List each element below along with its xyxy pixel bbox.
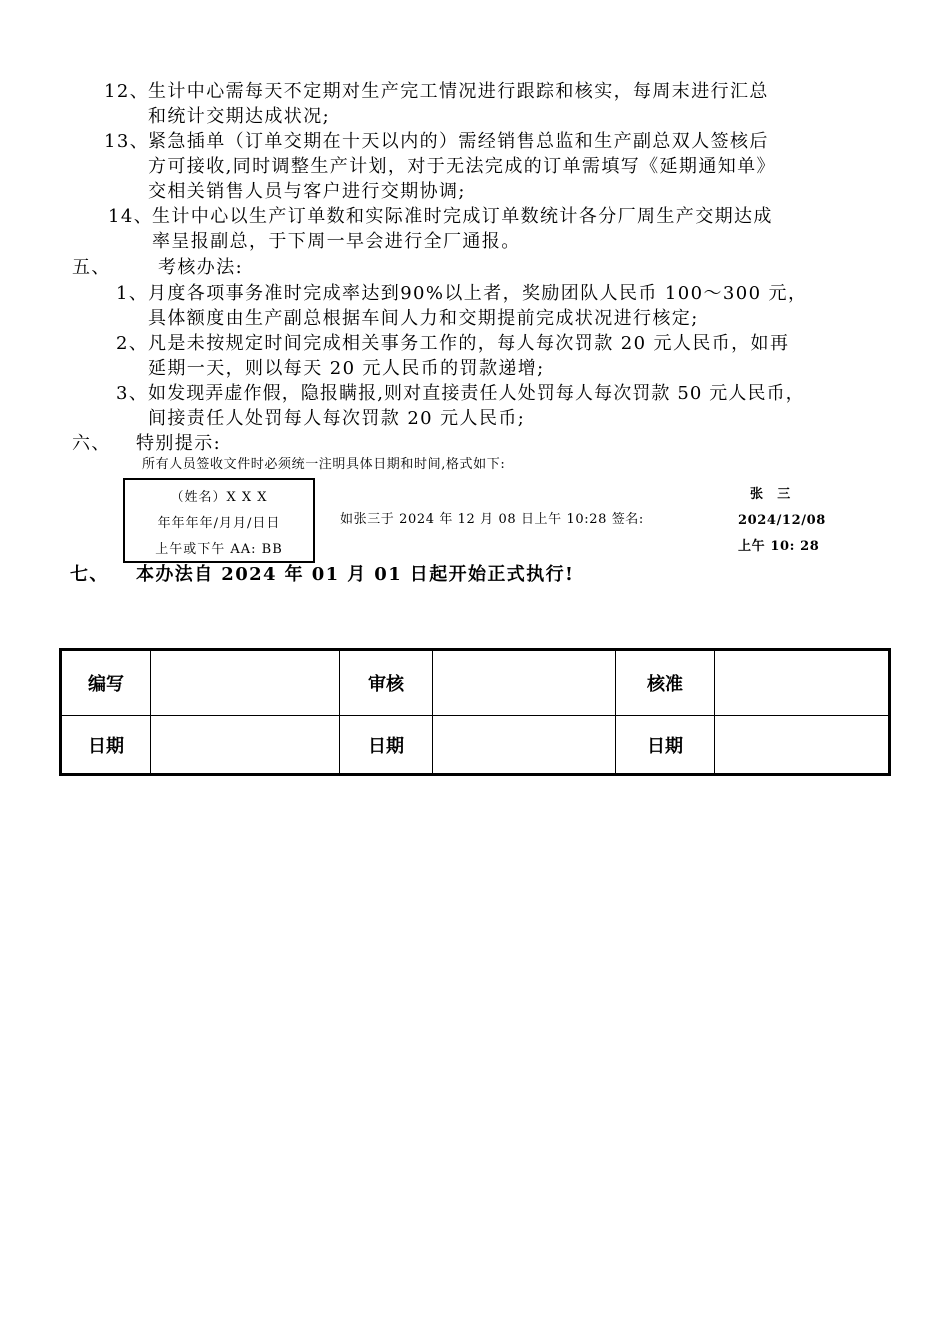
cell-reviewed-by-value[interactable] (433, 650, 616, 716)
signature-format-box (123, 478, 315, 563)
item-12-line-2: 和统计交期达成状况; (148, 106, 331, 127)
signature-example-text: 如张三于 2024 年 12 月 08 日上午 10:28 签名: (340, 512, 644, 527)
item-12-line-1: 生计中心需每天不定期对生产完工情况进行跟踪和核实，每周末进行汇总 (148, 81, 769, 102)
section-5-title: 考核办法: (158, 257, 244, 278)
item-13-line-1: 紧急插单（订单交期在十天以内的）需经销售总监和生产副总双人签核后 (148, 131, 769, 152)
section-7-number: 七、 (70, 564, 109, 585)
format-date-line: 年年年年/月月/日日 (157, 516, 281, 531)
approval-signature-table (59, 648, 891, 776)
cell-approved-by-label: 核准 (616, 650, 715, 716)
item-14-line-2: 率呈报副总，于下周一早会进行全厂通报。 (152, 231, 521, 252)
item-13-number: 13、 (104, 131, 150, 152)
cell-prepared-by-label: 编写 (61, 650, 151, 716)
section-5-item-1-line-1: 月度各项事务准时完成率达到90%以上者，奖励团队人民币 100～300 元， (148, 283, 808, 304)
section-5-number: 五、 (72, 257, 111, 278)
cell-reviewed-date-value[interactable] (433, 716, 616, 775)
sample-name: 张 三 (750, 487, 791, 502)
section-5-item-1-line-2: 具体额度由生产副总根据车间人力和交期提前完成状况进行核定; (148, 308, 699, 329)
section-6-number: 六、 (72, 433, 111, 454)
section-5-item-3-number: 3、 (116, 383, 149, 404)
section-5-item-3-line-2: 间接责任人处罚每人每次罚款 20 元人民币; (148, 408, 526, 429)
cell-prepared-date-label: 日期 (61, 716, 151, 775)
item-14-line-1: 生计中心以生产订单数和实际准时完成订单数统计各分厂周生产交期达成 (152, 206, 773, 227)
sample-date: 2024/12/08 (738, 513, 826, 528)
section-5-item-2-line-2: 延期一天，则以每天 20 元人民币的罚款递增; (148, 358, 545, 379)
item-14-number: 14、 (108, 206, 154, 227)
section-5-item-3-line-1: 如发现弄虚作假，隐报瞒报,则对直接责任人处罚每人每次罚款 50 元人民币， (148, 383, 805, 404)
format-time-line: 上午或下午 AA: BB (155, 542, 283, 557)
cell-prepared-date-value[interactable] (151, 716, 340, 775)
section-6-title: 特别提示: (136, 433, 222, 454)
section-5-item-1-number: 1、 (116, 283, 149, 304)
cell-approved-date-value[interactable] (715, 716, 890, 775)
section-7-text: 本办法自 2024 年 01 月 01 日起开始正式执行! (136, 564, 575, 585)
cell-approved-date-label: 日期 (616, 716, 715, 775)
signature-note: 所有人员签收文件时必须统一注明具体日期和时间,格式如下: (142, 457, 506, 472)
cell-reviewed-date-label: 日期 (340, 716, 433, 775)
item-13-line-3: 交相关销售人员与客户进行交期协调; (148, 181, 466, 202)
cell-approved-by-value[interactable] (715, 650, 890, 716)
section-5-item-2-line-1: 凡是未按规定时间完成相关事务工作的，每人每次罚款 20 元人民币，如再 (148, 333, 790, 354)
format-name-line: （姓名）X X X (170, 490, 268, 505)
sample-time: 上午 10: 28 (738, 539, 820, 554)
cell-reviewed-by-label: 审核 (340, 650, 433, 716)
cell-prepared-by-value[interactable] (151, 650, 340, 716)
item-13-line-2: 方可接收,同时调整生产计划，对于无法完成的订单需填写《延期通知单》 (148, 156, 776, 177)
section-5-item-2-number: 2、 (116, 333, 149, 354)
item-12-number: 12、 (104, 81, 150, 102)
